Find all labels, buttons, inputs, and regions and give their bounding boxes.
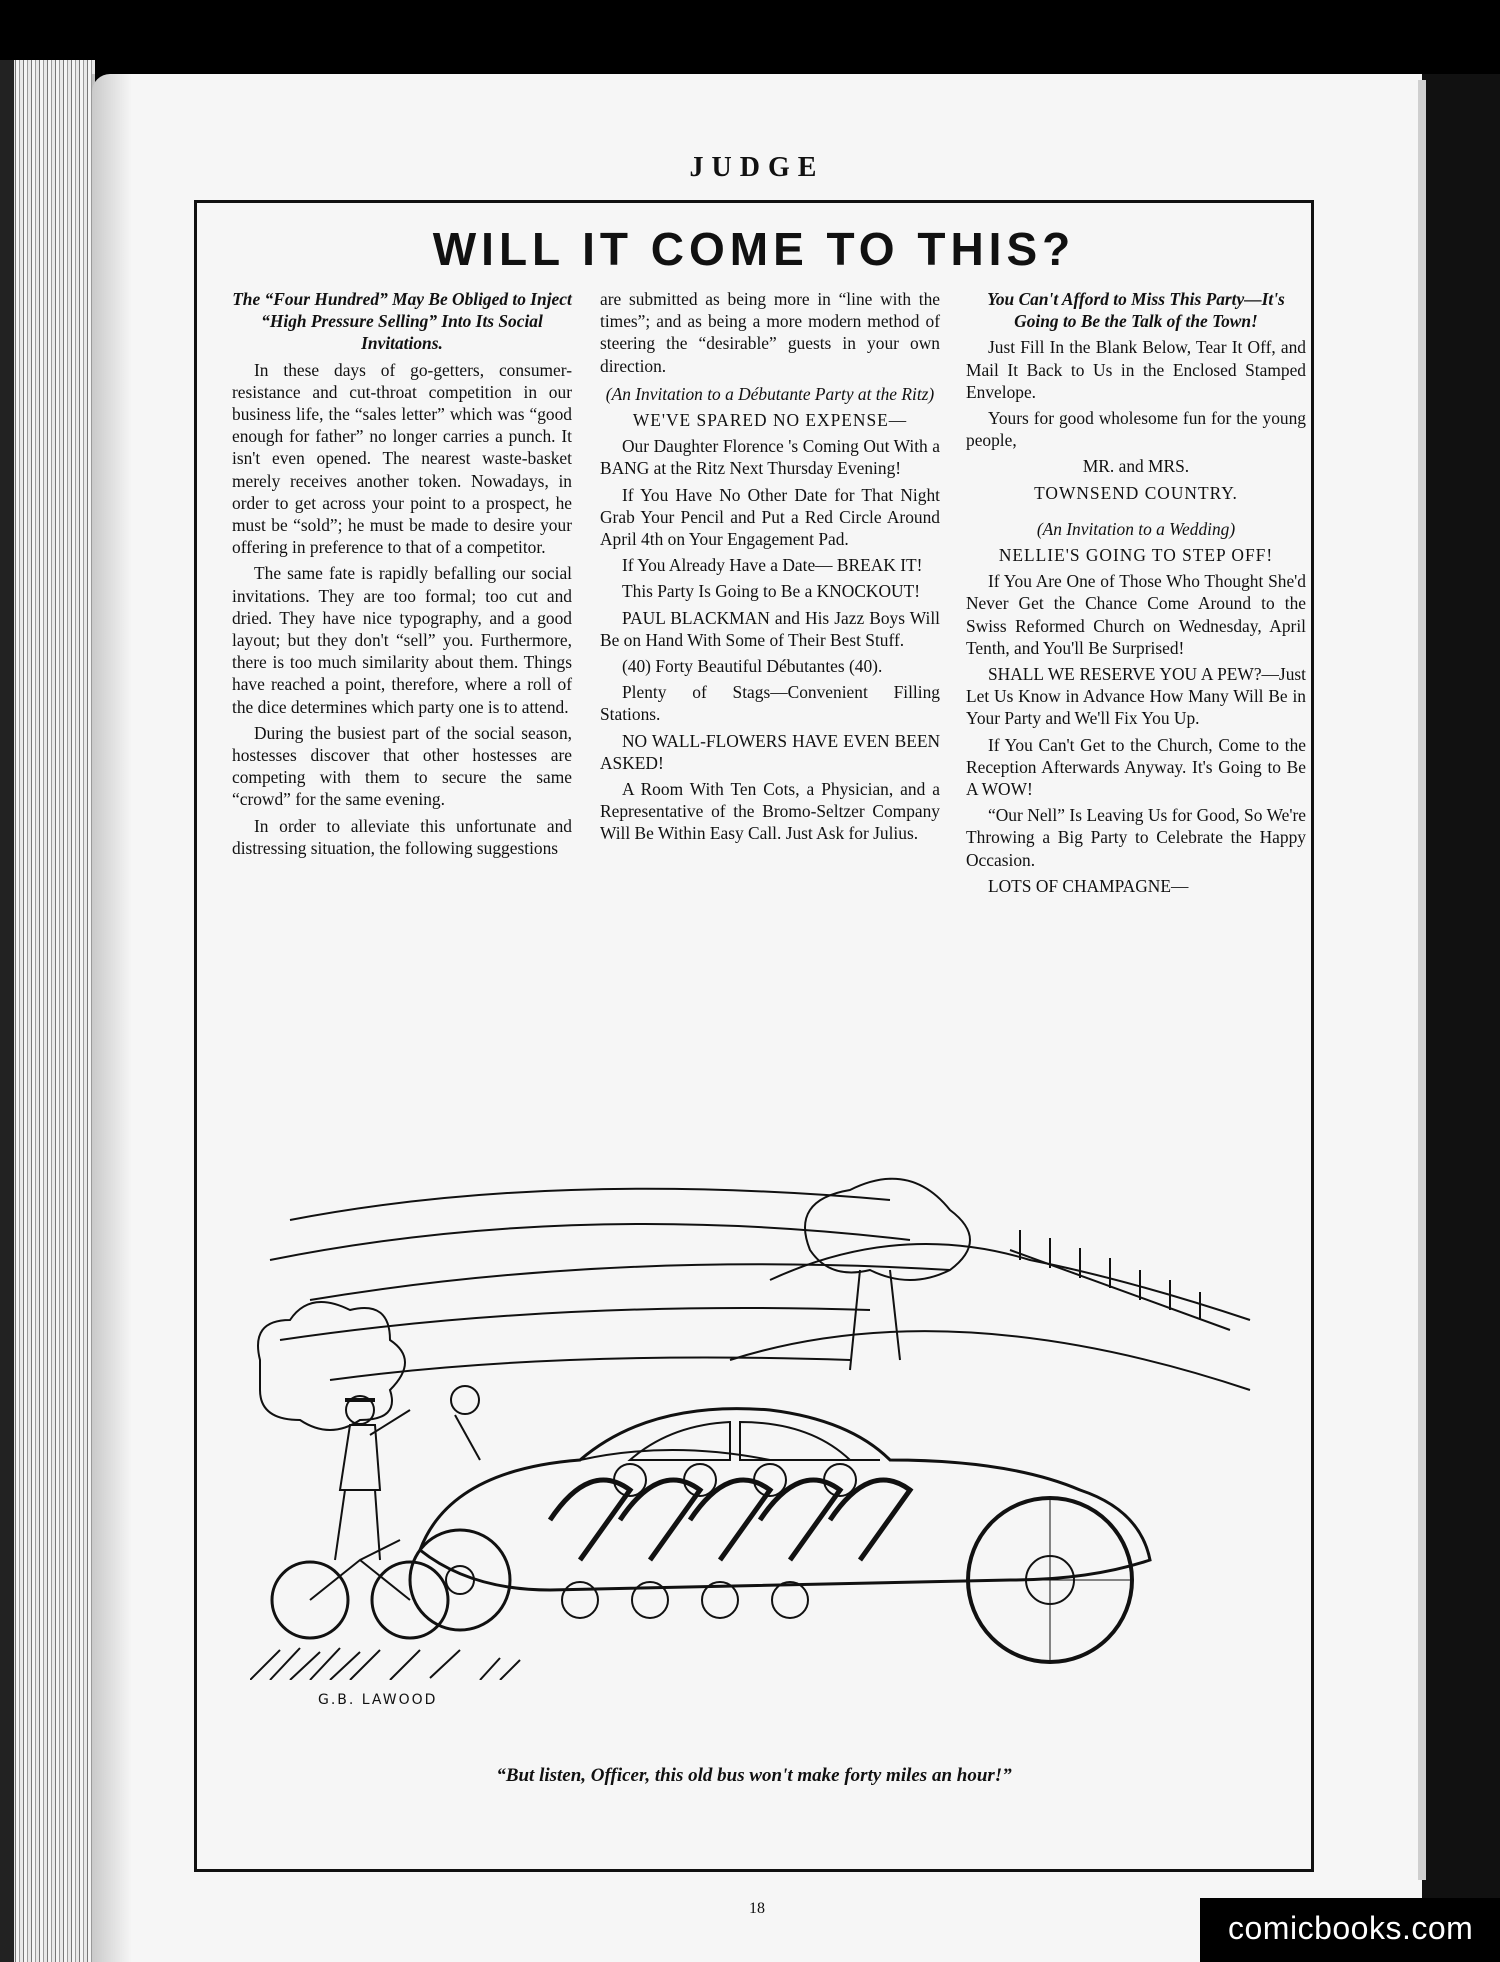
paragraph: LOTS OF CHAMPAGNE—	[988, 875, 1189, 896]
invitation-label: (An Invitation to a Wedding)	[1036, 518, 1236, 539]
paragraph: If You Already Have a Date— BREAK IT!	[622, 555, 923, 576]
paragraph: The same fate is rapidly befalling our social invitations. They are too formal; too cut and dried. They have nice typography, and a good layout; but they don't “sell” you. Furthermore, there is too much similarity about them. Things have reached a point, therefore, where a roll of the dice determines which party one is to attend.	[232, 563, 572, 717]
paragraph: Plenty of Stags—Convenient Filling Stations.	[600, 682, 940, 725]
paragraph: SHALL WE RESERVE YOU A PEW?—Just Let Us Know in Advance How Many Will Be in Your Party and We'll Fix You Up.	[966, 664, 1306, 729]
paragraph: If You Are One of Those Who Thought She'd Never Get the Chance Come Around to the Swiss Reformed Church on Wednesday, April Tenth, and You'll Be Surprised!	[966, 571, 1306, 658]
paragraph: PAUL BLACKMAN and His Jazz Boys Will Be on Hand With Some of Their Best Stuff.	[600, 607, 940, 650]
paragraph: In order to alleviate this unfortunate and distressing situation, the following suggestions	[232, 815, 572, 858]
book-edge-shadow	[0, 60, 14, 1962]
paragraph: Our Daughter Florence 's Coming Out With a BANG at the Ritz Next Thursday Evening!	[600, 436, 940, 479]
invitation-label: (An Invitation to a Débutante Party at the Ritz)	[605, 383, 935, 404]
signature-line-2: TOWNSEND COUNTRY.	[1034, 482, 1238, 503]
invitation-heading: WE'VE SPARED NO EXPENSE—	[632, 410, 908, 431]
book-page-edges	[0, 60, 95, 1962]
facing-page-sliver	[1418, 80, 1426, 1880]
cartoon-signature: G.B. LAWOOD	[318, 1692, 438, 1708]
cartoon-illustration	[250, 1160, 1270, 1680]
page-number: 18	[749, 1900, 765, 1917]
invitation-heading: NELLIE'S GOING TO STEP OFF!	[998, 545, 1274, 566]
paragraph: If You Can't Get to the Church, Come to the Reception Afterwards Anyway. It's Going to Be A WOW!	[966, 734, 1306, 800]
article-column-1	[232, 288, 572, 863]
paragraph: In these days of go-getters, consumer-resistance and cut-throat competition in our business life, the “sales letter” which was “good enough for father” no longer carries a punch. It isn't even opened. The nearest waste-basket merely receives another token. Nowadays, in order to get across your point to a prospect, he must be “sold”; he must be made to desire your offering in preference to that of a competitor.	[232, 359, 572, 558]
paragraph: are submitted as being more in “line with the times”; and as being a more modern method of steering the “desirable” guests in your own direction.	[600, 289, 940, 376]
paragraph: NO WALL-FLOWERS HAVE EVEN BEEN ASKED!	[600, 730, 940, 773]
paragraph: During the busiest part of the social season, hostesses discover that other hostesses are competing with them to secure the same “crowd” for the same evening.	[232, 722, 572, 810]
paragraph: Yours for good wholesome fun for the young people,	[966, 408, 1306, 451]
paragraph: A Room With Ten Cots, a Physician, and a Representative of the Bromo-Seltzer Company Will Be Within Easy Call. Just Ask for Julius.	[600, 779, 940, 844]
paragraph: If You Have No Other Date for That Night Grab Your Pencil and Put a Red Circle Around April 4th on Your Engagement Pad.	[600, 484, 940, 550]
gutter-shadow	[92, 74, 132, 1962]
article-column-3	[966, 288, 1306, 901]
headline: WILL IT COME TO THIS?	[432, 223, 1076, 275]
cartoon-caption: “But listen, Officer, this old bus won't make forty miles an hour!”	[496, 1765, 1012, 1786]
facing-page-edge	[1422, 74, 1500, 1962]
paragraph: Just Fill In the Blank Below, Tear It Off, and Mail It Back to Us in the Enclosed Stamped Envelope.	[966, 337, 1306, 402]
paragraph: This Party Is Going to Be a KNOCKOUT!	[622, 581, 921, 602]
paragraph: “Our Nell” Is Leaving Us for Good, So We're Throwing a Big Party to Celebrate the Happy Occasion.	[966, 805, 1306, 870]
masthead: JUDGE	[689, 152, 825, 183]
column-1-subhead: The “Four Hundred” May Be Obliged to Inject “High Pressure Selling” Into Its Social Invitations.	[232, 289, 572, 354]
paragraph: (40) Forty Beautiful Débutantes (40).	[622, 656, 883, 677]
column-3-subhead: You Can't Afford to Miss This Party—It's Going to Be the Talk of the Town!	[987, 289, 1285, 332]
signature-line-1: MR. and MRS.	[1082, 456, 1190, 477]
watermark: comicbooks.com	[1228, 1910, 1474, 1946]
article-column-2	[600, 288, 940, 849]
